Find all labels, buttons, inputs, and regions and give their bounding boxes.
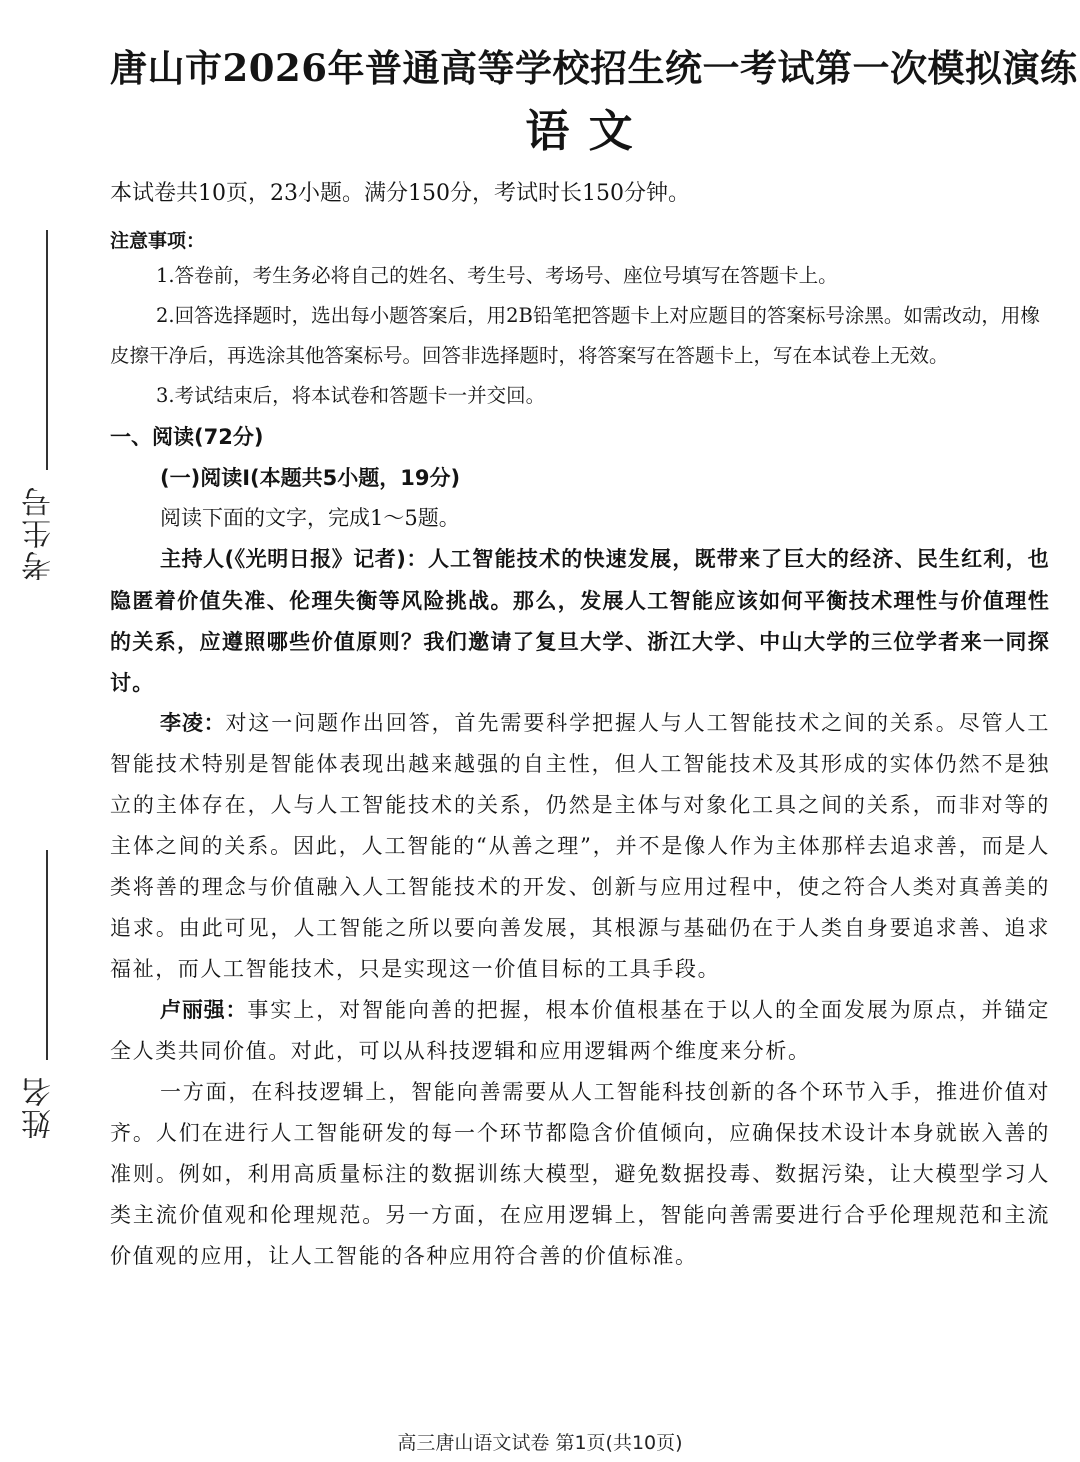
subject-title: 语 文 <box>525 106 635 157</box>
student-id-blank-line <box>46 230 48 470</box>
host-text: 人工智能技术的快速发展，既带来了巨大的经济、民生红利，也隐匿着价值失准、伦理失衡等风险挑战。那么，发展人工智能应该如何平衡技术理性与价值理性的关系，应遵照哪些价值原则？我们邀请了复旦大学、浙江大学、中山大学的三位学者来一同探讨。 <box>110 546 1050 695</box>
name-blank-line <box>46 850 48 1060</box>
section-heading: 一、阅读(72分) <box>110 425 264 449</box>
note-item: 3.考试结束后，将本试卷和答题卡一并交回。 <box>156 384 546 407</box>
speaker-lu-liqiang: 卢丽强： <box>160 998 248 1022</box>
note-item: 2.回答选择题时，选出每小题答案后，用2B铅笔把答题卡上对应题目的答案标号涂黑。如需改动，用橡皮擦干净后，再选涂其他答案标号。回答非选择题时，将答案写在答题卡上，写在本试卷上无效。 <box>110 304 1040 367</box>
student-id-field <box>18 230 58 600</box>
speaker-li-ling: 李凌： <box>160 711 226 735</box>
subsection-heading: (一)阅读Ⅰ(本题共5小题，19分) <box>160 466 461 490</box>
passage-paragraph-3: 一方面，在科技逻辑上，智能向善需要从人工智能科技创新的各个环节入手，推进价值对齐。人们在进行人工智能研发的每一个环节都隐含价值倾向，应确保技术设计本身就嵌入善的准则。例如，利用高质量标注的数据训练大模型，避免数据投毒、数据污染，让大模型学习人类主流价值观和伦理规范。另一方面，在应用逻辑上，智能向善需要进行合乎伦理规范和主流价值观的应用，让人工智能的各种应用符合善的价值标准。 <box>110 1080 1050 1268</box>
paragraph-2-text: 事实上，对智能向善的把握，根本价值根基在于以人的全面发展为原点，并锚定全人类共同价值。对此，可以从科技逻辑和应用逻辑两个维度来分析。 <box>110 998 1051 1063</box>
page-footer: 高三唐山语文试卷 第1页(共10页) <box>397 1432 683 1454</box>
passage-paragraph-2 <box>110 990 1050 1072</box>
exam-title: 唐山市2026年普通高等学校招生统一考试第一次模拟演练 <box>110 46 1078 90</box>
note-item: 1.答卷前，考生务必将自己的姓名、考生号、考场号、座位号填写在答题卡上。 <box>156 264 838 287</box>
name-label: 姓名 <box>22 1075 57 1139</box>
notes-list <box>110 256 1050 416</box>
name-field <box>18 850 58 1170</box>
passage-paragraph-1 <box>110 703 1050 990</box>
student-id-label: 考生号 <box>22 485 57 581</box>
paragraph-1-text: 对这一问题作出回答，首先需要科学把握人与人工智能技术之间的关系。尽管人工智能技术特别是智能体表现出越来越强的自主性，但人工智能技术及其形成的实体仍然不是独立的主体存在，人与人工智能技术的关系，仍然是主体与对象化工具之间的关系，而非对等的主体之间的关系。因此，人工智能的“从善之理”，并不是像人作为主体那样去追求善，而是人类将善的理念与价值融入人工智能技术的开发、创新与应用过程中，使之符合人类对真善美的追求。由此可见，人工智能之所以要向善发展，其根源与基础仍在于人类自身要追求善、追求福祉，而人工智能技术，只是实现这一价值目标的工具手段。 <box>110 711 1051 981</box>
exam-meta: 本试卷共10页，23小题。满分150分，考试时长150分钟。 <box>110 181 690 206</box>
reading-instruction: 阅读下面的文字，完成1～5题。 <box>160 506 460 530</box>
notes-heading: 注意事项： <box>110 230 206 252</box>
host-speaker: 主持人(《光明日报》记者)： <box>160 547 428 571</box>
passage-host-paragraph <box>110 538 1050 703</box>
page-content <box>110 40 1078 1277</box>
